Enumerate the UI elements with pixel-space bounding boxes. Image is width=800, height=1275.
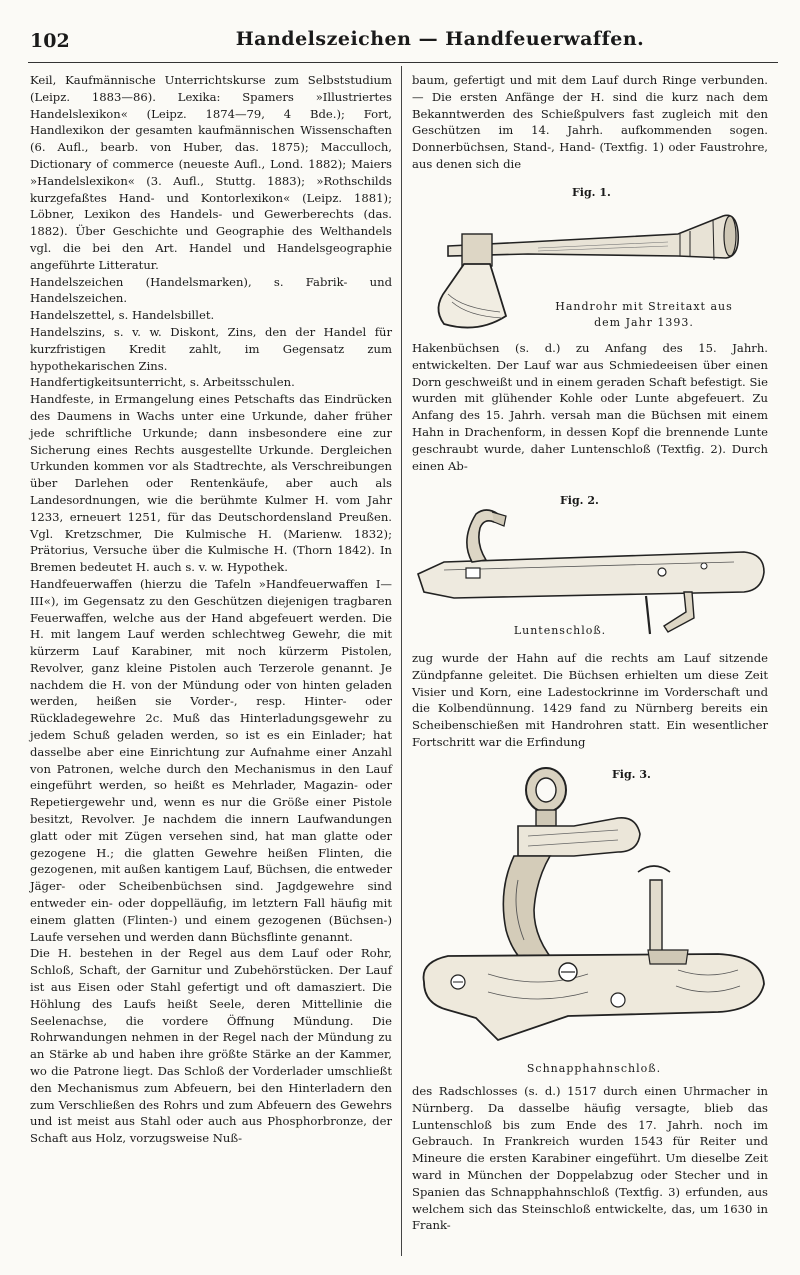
fig2-label: Fig. 2. [560,494,599,507]
right-text-bottom: des Radschlosses (s. d.) 1517 durch einen Uhrmacher in Nürnberg. Da dasselbe häufig versagte, blieb das Luntenschloß bis zum Ende des 17. Jahrh. noch im Gebrauch. In Frankreich wurden 1543 für Reiter und Mineure die ersten Karabiner eingeführt. Um dieselbe Zeit ward in München der Doppelabzug oder Stecher und in Spanien das Schnapphahnschloß (Textfig. 3) erfunden, aus welchem sich das Steinschloß entwickelte, das, um 1630 in Frank- [412,1084,768,1233]
entry-handelszeichen: Handelszeichen (Handelsmarken), s. Fabrik- und Handelszeichen. [30,274,392,306]
entry-handfertigkeitsunterricht: Handfertigkeitsunterricht, s. Arbeitsschulen. [30,375,295,390]
fig1-label: Fig. 1. [572,186,611,199]
column-divider [401,66,402,1256]
fig1-caption-line2: dem Jahr 1393. [594,316,694,329]
page-number: 102 [30,30,70,52]
fig3-snaphance-lock-illustration [418,760,770,1060]
fig1-caption-line1: Handrohr mit Streitaxt aus [555,300,733,313]
paragraph-literature: Keil, Kaufmännische Unterrichtskurse zum Selbststudium (Leipz. 1883—86). Lexika: Spamers »Illustriertes Handelslexikon« (Leipz. 1874—79, 4 Bde.); Fort, Handlexikon der gesamten kaufmännischen Wissenschaften (6. Aufl., bearb. von Huber, das. 1875); Macculloch, Dictionary of commerce (neueste Aufl., Lond. 1882); Maiers »Handelslexikon« (3. Aufl., Stuttg. 1883); »Rothschilds kurzgefaßtes Hand- und Kontorlexikon« (Leipz. 1881); Löbner, Lexikon des Handels- und Gewerberechts (das. 1882). Über Geschichte und Geographie des Welthandels vgl. die bei den Art. Handel und Handelsgeographie angeführte Litteratur. [30,73,392,272]
fig3-caption: Schnapphahnschloß. [526,1062,662,1075]
entry-handelszettel: Handelszettel, s. Handelsbillet. [30,308,215,323]
right-text-mid1: Hakenbüchsen (s. d.) zu Anfang des 15. Jahrh. entwickelten. Der Lauf war aus Schmiedeeisen über einen Dorn geschweißt und in einem geraden Schaft befestigt. Sie wurden mit glühender Kohle oder Lunte abgefeuert. Zu Anfang des 15. Jahrh. versah man die Büchsen mit einem Hahn in Drachenform, in dessen Kopf die brennende Lunte geschraubt wurde, daher Luntenschloß (Textfig. 2). Durch einen Ab- [412,341,768,473]
right-text-top: baum, gefertigt und mit dem Lauf durch Ringe verbunden. — Die ersten Anfänge der H. sind die kurz nach dem Bekanntwerden des Schießpulvers fast zugleich mit den Geschützen im 14. Jahrh. aufkommenden sogen. Donnerbüchsen, Stand-, Hand- (Textfig. 1) oder Faustrohre, aus denen sich die [412,73,768,171]
fig2-caption: Luntenschloß. [513,624,607,637]
left-column [30,72,392,1147]
entry-handfeste: Handfeste, in Ermangelung eines Petschafts das Eindrücken des Daumens in Wachs unter eine Urkunde, daher früher jede schriftliche Urkunde; dann insbesondere eine zur Sicherung eines Rechts ausgestellte Urkunde. Dergleichen Urkunden kommen vor als Stadtrechte, als Verschreibungen über Darlehen oder Rentenkäufe, aber auch als Landesordnungen, wie die berühmte Kulmer H. vom Jahr 1233, erneuert 1251, für das Deutschordensland Preußen. Vgl. Kretzschmer, Die Kulmische H. (Marienw. 1832); Prätorius, Versuche über die Kulmische H. (Thorn 1842). In Bremen bedeutet H. auch s. v. w. Hypothek. [30,392,392,575]
paragraph-components: Die H. bestehen in der Regel aus dem Lauf oder Rohr, Schloß, Schaft, der Garnitur und Zubehörstücken. Der Lauf ist aus Eisen oder Stahl gefertigt und oft damasziert. Die Höhlung des Laufs heißt Seele, deren Mittellinie die Seelenachse, die vordere Öffnung Mündung. Die Rohrwandungen nehmen in der Regel nach der Mündung zu an Stärke ab und haben ihre größte Stärke an der Kammer, wo die Patrone liegt. Das Schloß der Vorderlader umschließt den Mechanismus zum Abfeuern, bei den Hinterladern den zum Verschließen des Rohrs und zum Abfeuern des Gewehrs und ist meist aus Stahl oder auch aus Phosphorbronze, der Schaft aus Holz, vorzugsweise Nuß- [30,946,392,1146]
right-text-mid2: zug wurde der Hahn auf die rechts am Lauf sitzende Zündpfanne geleitet. Die Büchsen erhielten um diese Zeit Visier und Korn, eine Ladestockrinne im Vorderschaft und die Kolbendünnung. 1429 fand zu Nürnberg bereits ein Scheibenschießen mit Handrohren statt. Ein wesentlicher Fortschritt war die Erfindung [412,651,768,749]
entry-handelszins: Handelszins, s. v. w. Diskont, Zins, den der Handel für kurzfristigen Kredit zahlt, im Gegensatz zum hypothekarischen Zins. [30,324,392,373]
running-head-title: Handelszeichen — Handfeuerwaffen. [235,28,645,50]
entry-handfeuerwaffen: Handfeuerwaffen (hierzu die Tafeln »Handfeuerwaffen I—III«), im Gegensatz zu den Geschützen diejenigen tragbaren Feuerwaffen, welche aus der Hand abgefeuert werden. Die H. mit langem Lauf werden schlechtweg Gewehr, die mit kürzerm Lauf Karabiner, mit noch kürzerm Pistolen, Revolver, ganz kleine Pistolen auch Terzerole genannt. Je nachdem die H. von der Mündung oder von hinten geladen werden, heißen sie Vorder-, resp. Hinter- oder Rückladegewehre 2c. Muß das Hinterladungsgewehr zu jedem Schuß geladen werden, so ist es ein Einlader; hat dasselbe aber eine Einrichtung zur Aufnahme einer Anzahl von Patronen, welche durch den Mechanismus in den Lauf eingeführt werden, so heißt es Mehrlader, Magazin- oder Repetiergewehr und, wenn es nur die Größe einer Pistole besitzt, Revolver. Je nachdem die innern Laufwandungen glatt oder mit Zügen versehen sind, hat man glatte oder gezogene H.; die glatten Gewehre heißen Flinten, die gezogenen, mit außen kantigem Lauf, Büchsen, die entweder Jäger- oder Scheibenbüchsen sind. Jagdgewehre sind entweder ein- oder doppelläufig, im letztern Fall häufig mit einem glatten (Flinten-) und einem gezogenen (Büchsen-) Laufe versehen und werden dann Büchsflinte genannt. [30,576,392,944]
fig3-label: Fig. 3. [612,768,651,781]
fig2-matchlock-illustration [414,500,774,640]
header-rule [28,62,778,63]
